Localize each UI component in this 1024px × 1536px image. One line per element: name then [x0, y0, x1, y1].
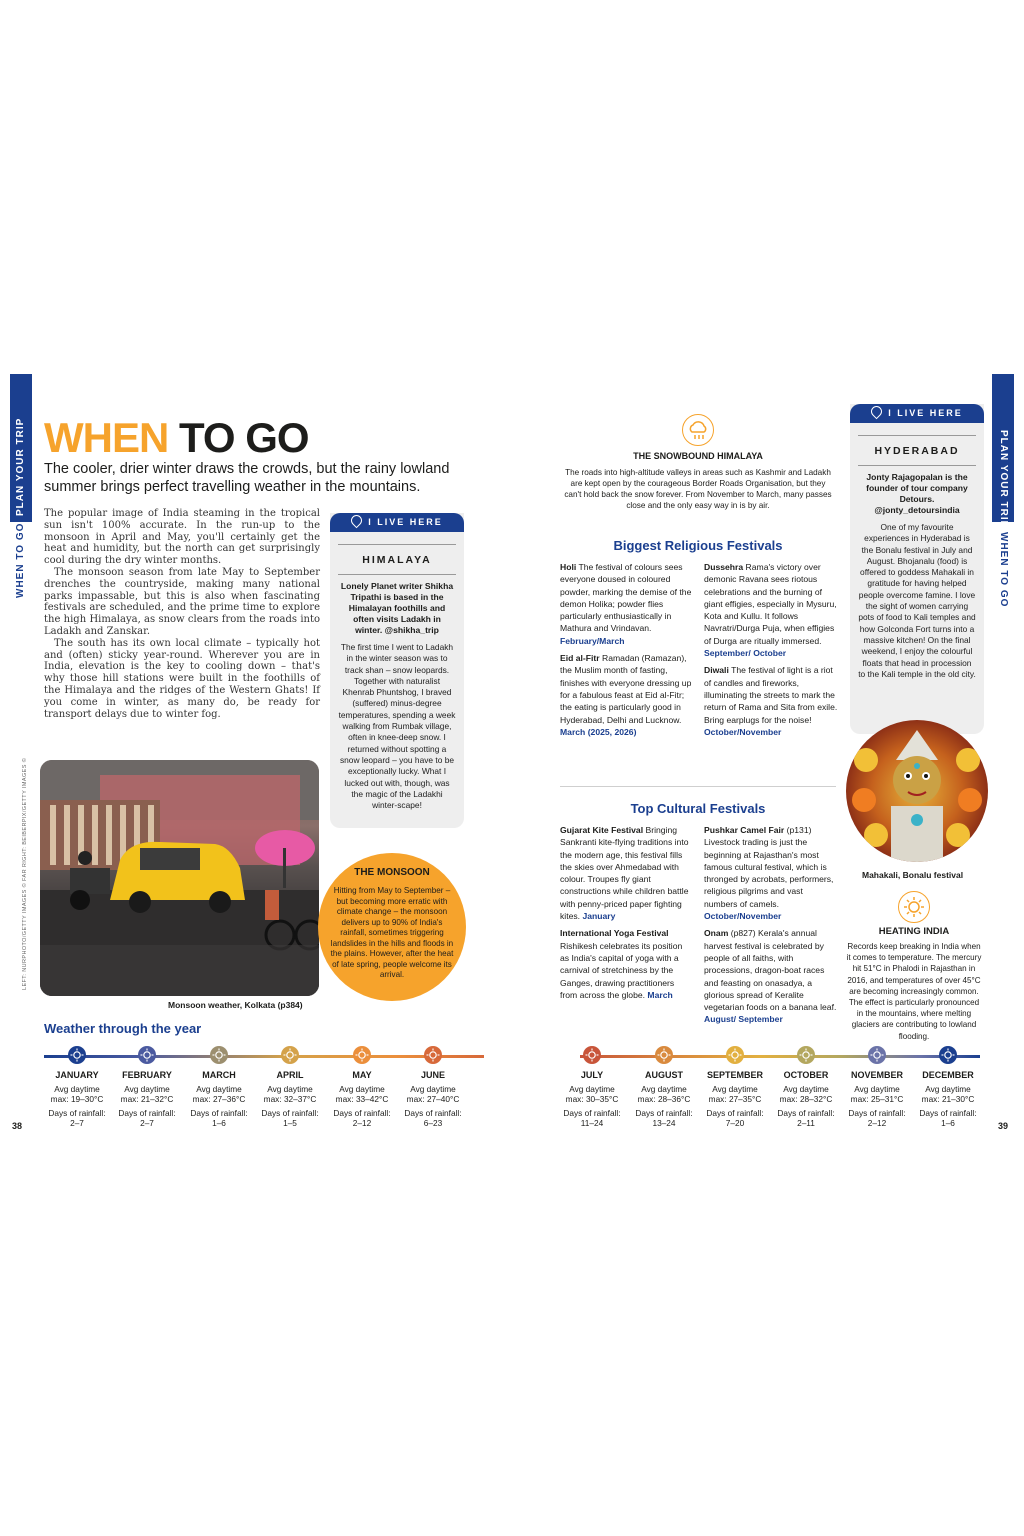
monsoon-title: THE MONSOON — [354, 867, 430, 878]
festival-entry: International Yoga Festival Rishikesh celebrates its position as India's capital of yoga with a carnival of stretchiness by the Ganges, drawing practitioners from across the globe. March — [560, 928, 683, 1000]
month-name: NOVEMBER — [850, 1070, 903, 1080]
festival-entry: Eid al-Fitr Ramadan (Ramazan), the Muslim month of fasting, finishes with everyone dressing up for a fabulous feast at Eid al-Fitr; the eating is particularly good in Hyderabad, Delhi and Lucknow. March (2025, 2026) — [560, 653, 692, 737]
weather-month — [557, 1047, 627, 1128]
month-name: OCTOBER — [783, 1070, 829, 1080]
temp-value: max: 21–30°C — [921, 1094, 975, 1104]
rain-label: Days of rainfall: — [563, 1108, 621, 1118]
live-byline: Jonty Rajagopalan is the founder of tour company Detours. @jonty_detoursindia — [866, 472, 968, 515]
temp-value: max: 28–32°C — [779, 1094, 833, 1104]
temp-value: max: 28–36°C — [637, 1094, 691, 1104]
rain-label: Days of rainfall: — [848, 1108, 906, 1118]
title-when: WHEN — [44, 414, 169, 461]
cultural-festivals-heading: Top Cultural Festivals — [630, 801, 766, 816]
weather-month — [112, 1047, 182, 1128]
location-pin-icon — [869, 404, 885, 420]
rain-value: 1–5 — [283, 1118, 297, 1128]
snow-cloud-icon — [682, 414, 714, 446]
temp-label: Avg daytime — [124, 1084, 170, 1094]
live-text: The first time I went to Ladakh in the winter season was to track shan – snow leopards. Together with naturalist Khenrab Phuntshog, I braved (suffered) minus-degree temperatures, spending a week walking from Rumbak village, often in knee-deep snow. I returned without spotting a snow leopard – you have to be exceptionally lucky. What I lucked out with, though, was the magic of the Ladakhi winter-scape! — [338, 642, 456, 811]
rain-value: 1–6 — [212, 1118, 226, 1128]
religious-festivals-left — [560, 561, 692, 743]
temp-label: Avg daytime — [339, 1084, 385, 1094]
sun-icon — [655, 1046, 673, 1064]
month-rainfall — [629, 1108, 699, 1128]
page-number-right: 39 — [998, 1121, 1009, 1131]
religious-festivals-right — [704, 561, 838, 743]
weather-month — [771, 1047, 841, 1128]
month-name: APRIL — [276, 1070, 304, 1080]
body-text — [44, 508, 320, 720]
festival-entry: Holi The festival of colours sees everyone doused in coloured powder, marking the demise of the demon Holika; powder flies particularly enthusiastically in Mathura and Vrindavan. February/March — [560, 562, 692, 646]
temp-label: Avg daytime — [712, 1084, 758, 1094]
month-name: FEBRUARY — [122, 1070, 172, 1080]
live-byline: Lonely Planet writer Shikha Tripathi is based in the Himalayan foothills and often visits Ladakh in winter. @shikha_trip — [340, 581, 454, 635]
month-rainfall — [700, 1108, 770, 1128]
month-rainfall — [112, 1108, 182, 1128]
rain-value: 2–7 — [70, 1118, 84, 1128]
temp-value: max: 30–35°C — [565, 1094, 619, 1104]
temp-value: max: 19–30°C — [50, 1094, 104, 1104]
rain-icon — [424, 1046, 442, 1064]
festival-entry: Dussehra Rama's victory over demonic Ravana sees riotous celebrations and the burning of giant effigies, especially in Mysuru, Kota and Kullu. It follows Navratri/Durga Puja, when effigies of Durga are ritually immersed. September/ October — [704, 562, 837, 659]
temp-label: Avg daytime — [267, 1084, 313, 1094]
month-name: MARCH — [202, 1070, 236, 1080]
left-section-tab-label: PLAN YOUR TRIP — [15, 417, 26, 516]
rain-label: Days of rainfall: — [635, 1108, 693, 1118]
month-rainfall — [842, 1108, 912, 1128]
month-rainfall — [557, 1108, 627, 1128]
weather-month — [327, 1047, 397, 1128]
rain-value: 2–11 — [797, 1118, 815, 1128]
cultural-festivals-right — [704, 824, 838, 1031]
cloud-sun-icon — [281, 1046, 299, 1064]
live-text: One of my favourite experiences in Hyderabad is the Bonalu festival in July and August. Bhojanalu (food) is offered to goddess Mahakali in gratitude for having helped people overcome famine. I love the sight of women carrying pots of food to Kali temples and how Golconda Fort turns into a massive kitchen! On the final weekend, I enjoy the colourful floats that head in procession to the Kali temple in the old city. — [858, 522, 976, 679]
rain-label: Days of rainfall: — [261, 1108, 319, 1118]
i-live-here-himalaya — [330, 513, 464, 828]
sun-icon — [353, 1046, 371, 1064]
title-to-go: TO GO — [179, 414, 309, 461]
rain-label: Days of rainfall: — [404, 1108, 462, 1118]
month-name: MAY — [352, 1070, 372, 1080]
month-rainfall — [398, 1108, 468, 1128]
religious-festivals-heading: Biggest Religious Festivals — [613, 538, 783, 553]
temp-value: max: 25–31°C — [850, 1094, 904, 1104]
month-rainfall — [255, 1108, 325, 1128]
month-rainfall — [42, 1108, 112, 1128]
rain-value: 7–20 — [725, 1118, 745, 1128]
weather-month — [255, 1047, 325, 1128]
temp-value: max: 21–32°C — [120, 1094, 174, 1104]
temp-value: max: 27–36°C — [192, 1094, 246, 1104]
intro-text: The cooler, drier winter draws the crowds, but the rainy lowland summer brings perfect travelling weather in the mountains. — [44, 461, 450, 495]
rain-value: 6–23 — [423, 1118, 443, 1128]
cultural-festivals-left — [560, 824, 692, 1006]
month-temperature — [771, 1084, 841, 1104]
cloud-sun-icon — [797, 1046, 815, 1064]
i-live-here-hyderabad — [850, 404, 984, 734]
temp-label: Avg daytime — [196, 1084, 242, 1094]
month-temperature — [42, 1084, 112, 1104]
weather-month — [398, 1047, 468, 1128]
rain-label: Days of rainfall: — [48, 1108, 106, 1118]
monsoon-text: Hitting from May to September – but becoming more erratic with climate change – the monsoon delivers up to 90% of India's rainfall, sometimes triggering landslides in the hills and floods in the plains. However, after the heat of late spring, people welcome its arrival. — [330, 886, 454, 979]
temp-value: max: 32–37°C — [263, 1094, 317, 1104]
month-name: DECEMBER — [922, 1070, 974, 1080]
rain-label: Days of rainfall: — [190, 1108, 248, 1118]
rain-label: Days of rainfall: — [333, 1108, 391, 1118]
temp-label: Avg daytime — [54, 1084, 100, 1094]
body-paragraph: The popular image of India steaming in the tropical sun isn't 100% accurate. In the run-up to the monsoon in April and May, you'll certainly get the heat and humidity, but the north can get surprisingly cool during the dry winter months. — [44, 508, 320, 567]
rain-value: 2–12 — [867, 1118, 887, 1128]
heating-text: Records keep breaking in India when it comes to temperature. The mercury hit 51°C in Phalodi in Rajasthan in 2016, and temperatures of over 45°C are becoming increasingly common. The effect is particularly pronounced in the mountains, where melting glaciers are contributing to lowland flooding. — [846, 942, 982, 1041]
page-number-left: 38 — [12, 1121, 23, 1131]
rain-icon — [583, 1046, 601, 1064]
festival-entry: Gujarat Kite Festival Bringing Sankranti kite-flying traditions into the modern age, this festival fills the skies over Ahmedabad with colour. Troupes fly giant constructions while children battle with penny-priced paper fighting kites. January — [560, 825, 689, 922]
weather-title: Weather through the year — [44, 1021, 202, 1036]
month-name: JUNE — [420, 1070, 445, 1080]
mahakali-photo — [846, 720, 988, 862]
right-chapter-label: WHEN TO GO — [998, 532, 1009, 608]
temp-value: max: 33–42°C — [335, 1094, 389, 1104]
snowflake-icon — [68, 1046, 86, 1064]
snowbound-title: THE SNOWBOUND HIMALAYA — [633, 451, 763, 461]
month-rainfall — [771, 1108, 841, 1128]
location-pin-icon — [349, 513, 365, 529]
weather-month — [42, 1047, 112, 1128]
month-rainfall — [184, 1108, 254, 1128]
rain-value: 13–24 — [652, 1118, 676, 1128]
month-temperature — [398, 1084, 468, 1104]
right-section-tab — [992, 374, 1014, 529]
weather-month — [842, 1047, 912, 1128]
left-section-tab — [10, 374, 32, 522]
month-temperature — [184, 1084, 254, 1104]
temp-value: max: 27–35°C — [708, 1094, 762, 1104]
month-temperature — [700, 1084, 770, 1104]
weather-month — [913, 1047, 983, 1128]
section-divider — [560, 786, 836, 787]
month-name: JANUARY — [55, 1070, 99, 1080]
i-live-here-header: I LIVE HERE — [330, 513, 464, 532]
mahakali-caption: Mahakali, Bonalu festival — [862, 870, 964, 880]
rain-label: Days of rainfall: — [777, 1108, 835, 1118]
month-temperature — [629, 1084, 699, 1104]
temp-label: Avg daytime — [410, 1084, 456, 1094]
month-temperature — [112, 1084, 182, 1104]
weather-month — [700, 1047, 770, 1128]
body-paragraph: The monsoon season from late May to September drenches the countryside, making many national parks impassable, but this is also when fascinating festivals are scheduled, and the prime time to explore the high Himalaya, as snow clears from the roads into Ladakh and Zanskar. — [44, 566, 320, 637]
rain-value: 2–7 — [140, 1118, 154, 1128]
temp-value: max: 27–40°C — [406, 1094, 460, 1104]
festival-entry: Onam (p827) Kerala's annual harvest festival is celebrated by people of all faiths, with processions, dragon-boat races and feasting on onasadya, a glorious spread of Keralite vegetarian foods on a banana leaf. August/ September — [704, 928, 837, 1025]
right-section-tab-label: PLAN YOUR TRIP — [998, 430, 1009, 529]
month-name: SEPTEMBER — [706, 1070, 763, 1080]
weather-month — [184, 1047, 254, 1128]
weather-month — [629, 1047, 699, 1128]
sun-icon — [898, 891, 930, 923]
temp-label: Avg daytime — [569, 1084, 615, 1094]
month-temperature — [913, 1084, 983, 1104]
i-live-here-header: I LIVE HERE — [850, 404, 984, 423]
page-title — [44, 414, 309, 462]
month-temperature — [842, 1084, 912, 1104]
photo-caption: Monsoon weather, Kolkata (p384) — [168, 1000, 303, 1010]
photo-credit: LEFT: NURPHOTO/GETTY IMAGES © FAR RIGHT: BEIBERPIX/GETTY IMAGES © — [22, 757, 28, 990]
sun-icon — [868, 1046, 886, 1064]
body-paragraph: The south has its own local climate – typically hot and (often) sticky year-round. Wherever you are in India, elevation is the key to cooling down – that's why those hill stations were built in the foothills of the Himalaya and the ridges of the Western Ghats! If you come in winter, as many do, be ready for transport delays due to winter fog. — [44, 637, 320, 720]
live-place-name: HIMALAYA — [362, 554, 432, 566]
month-name: AUGUST — [645, 1070, 683, 1080]
temp-label: Avg daytime — [641, 1084, 687, 1094]
monsoon-kolkata-photo — [40, 760, 319, 996]
rain-value: 2–12 — [352, 1118, 372, 1128]
sun-icon — [138, 1046, 156, 1064]
temp-label: Avg daytime — [783, 1084, 829, 1094]
festival-entry: Diwali The festival of light is a riot of candles and fireworks, illuminating the streets to mark the return of Rama and Sita from exile. Bring earplugs for the noise! October/November — [704, 665, 838, 737]
rain-label: Days of rainfall: — [706, 1108, 764, 1118]
snowflake-icon — [939, 1046, 957, 1064]
month-rainfall — [327, 1108, 397, 1128]
month-temperature — [327, 1084, 397, 1104]
month-name: JULY — [580, 1070, 604, 1080]
month-rainfall — [913, 1108, 983, 1128]
temp-label: Avg daytime — [925, 1084, 971, 1094]
rain-value: 1–6 — [941, 1118, 955, 1128]
festival-entry: Pushkar Camel Fair (p131) Livestock trading is just the beginning at Rajasthan's most famous cultural festival, which is thronged by acrobats, performers, religious pilgrims and vast numbers of camels. October/November — [704, 825, 834, 922]
month-temperature — [557, 1084, 627, 1104]
rain-value: 11–24 — [580, 1118, 604, 1128]
monsoon-callout — [318, 853, 466, 1001]
sun-icon — [726, 1046, 744, 1064]
photo-illustration — [40, 760, 319, 996]
heating-title: HEATING INDIA — [878, 926, 950, 937]
temp-label: Avg daytime — [854, 1084, 900, 1094]
live-place-name: HYDERABAD — [874, 445, 960, 457]
snowbound-text: The roads into high-altitude valleys in areas such as Kashmir and Ladakh are kept open by the courageous Border Roads Organisation, but they can't hold back the snow forever. From November to March, many passes close and the only easy way in is by air. — [564, 468, 832, 510]
left-chapter-label: WHEN TO GO — [15, 522, 26, 598]
rain-label: Days of rainfall: — [118, 1108, 176, 1118]
month-temperature — [255, 1084, 325, 1104]
rain-label: Days of rainfall: — [919, 1108, 977, 1118]
cloud-sun-icon — [210, 1046, 228, 1064]
